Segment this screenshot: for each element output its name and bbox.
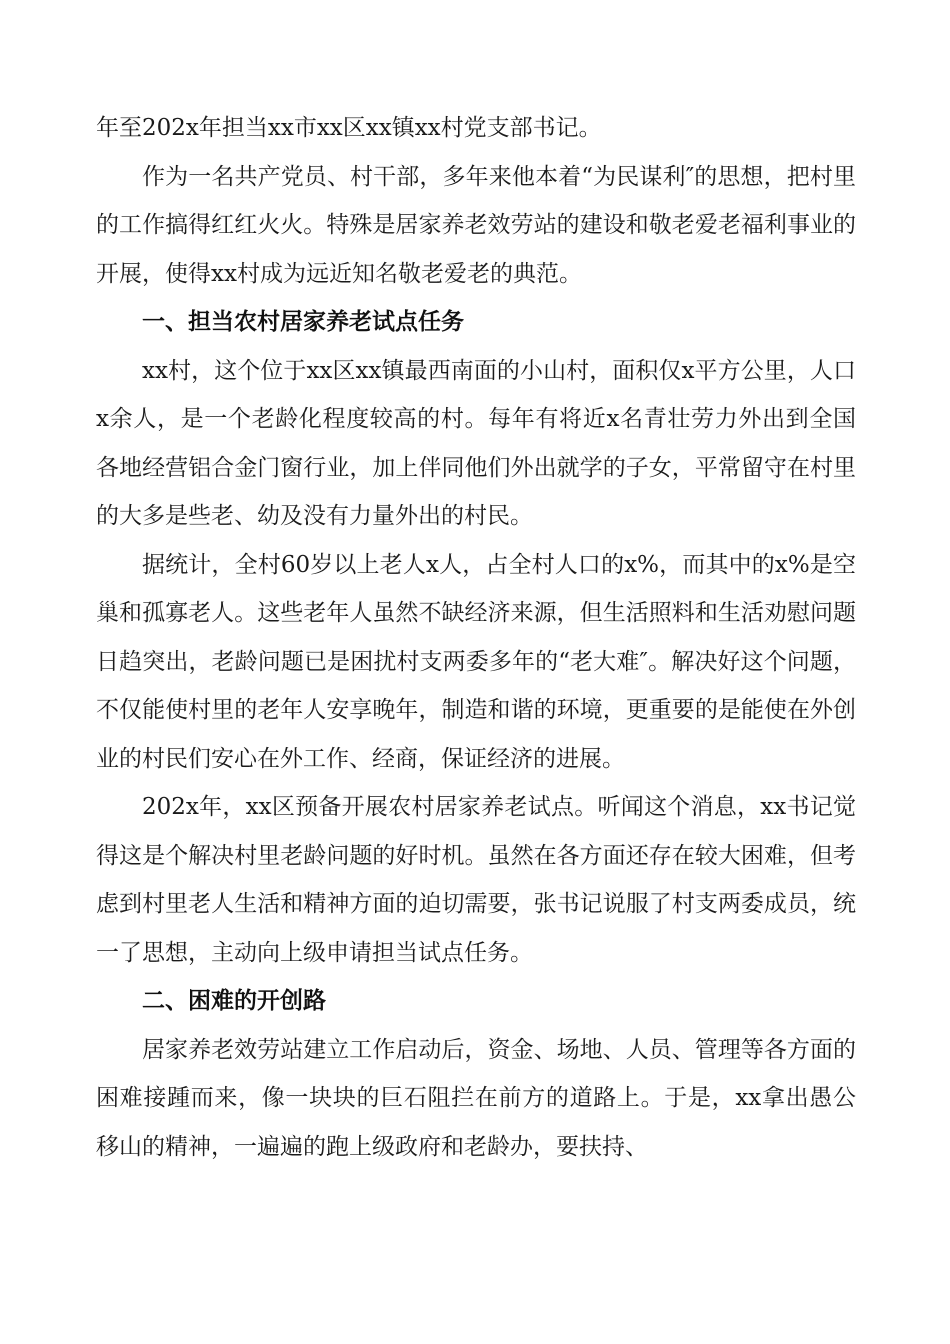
paragraph-3: xx村，这个位于xx区xx镇最西南面的小山村，面积仅x平方公里，人口x余人，是一个老龄化程度较高的村。每年有将近x名青壮劳力外出到全国各地经营铝合金门窗行业，加上伴同他们外出就学的子女，平常留守在村里的大多是些老、幼及没有力量外出的村民。 bbox=[96, 357, 856, 529]
paragraph-2: 作为一名共产党员、村干部，多年来他本着“为民谋利″的思想，把村里的工作搞得红红火火。特殊是居家养老效劳站的建设和敬老爱老福利事业的开展，使得xx村成为远近知名敬老爱老的典范。 bbox=[96, 163, 856, 287]
paragraph-5: 202x年，xx区预备开展农村居家养老试点。听闻这个消息，xx书记觉得这是个解决村里老龄问题的好时机。虽然在各方面还存在较大困难，但考虑到村里老人生活和精神方面的迫切需要，张书记说服了村支两委成员，统一了思想，主动向上级申请担当试点任务。 bbox=[96, 794, 856, 966]
paragraph-1: 年至202x年担当xx市xx区xx镇xx村党支部书记。 bbox=[96, 115, 602, 141]
section-heading-1: 一、担当农村居家养老试点任务 bbox=[142, 309, 464, 335]
section-heading-2: 二、困难的开创路 bbox=[142, 988, 326, 1014]
paragraph-4: 据统计，全村60岁以上老人x人，占全村人口的x%，而其中的x%是空巢和孤寡老人。这些老年人虽然不缺经济来源，但生活照料和生活劝慰问题日趋突出，老龄问题已是困扰村支两委多年的“老大难″。解决好这个问题，不仅能使村里的老年人安享晚年，制造和谐的环境，更重要的是能使在外创业的村民们安心在外工作、经商，保证经济的进展。 bbox=[96, 551, 856, 772]
paragraph-6: 居家养老效劳站建立工作启动后，资金、场地、人员、管理等各方面的困难接踵而来，像一块块的巨石阻拦在前方的道路上。于是，xx拿出愚公移山的精神，一遍遍的跑上级政府和老龄办，要扶持、 bbox=[96, 1036, 856, 1160]
document-body bbox=[96, 104, 856, 1171]
